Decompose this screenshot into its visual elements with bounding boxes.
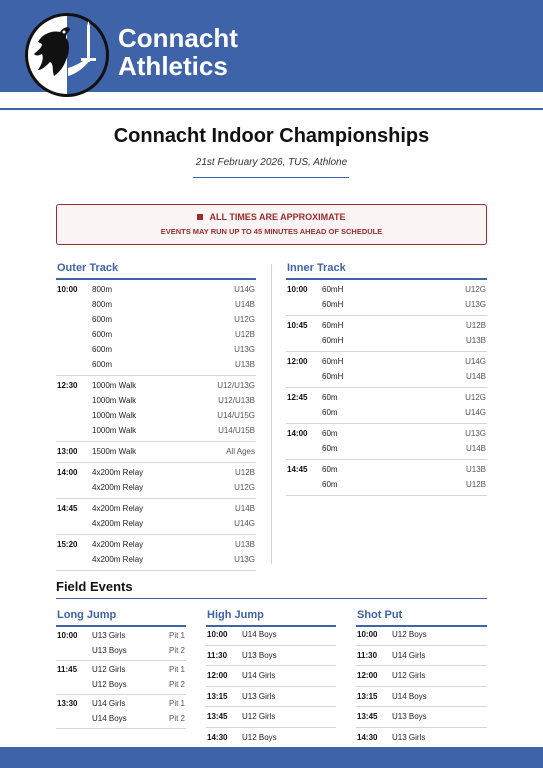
event-name: 800m [92,285,113,294]
event-name: 1500m Walk [92,447,137,456]
outer-track-heading: Outer Track [57,262,119,274]
schedule-group [56,499,256,535]
event-name: U14 Girls [242,671,276,680]
schedule-group [286,388,487,424]
event-time: 14:45 [287,465,308,474]
event-time: 12:30 [57,381,78,390]
event-name: U13 Boys [392,712,427,721]
age-group: U12B [465,480,486,489]
schedule-group [286,280,487,316]
long-jump-group [56,661,186,695]
event-name: U12 Girls [392,671,426,680]
age-group: U14B [234,504,255,513]
schedule-row [286,390,487,405]
age-group: U14G [234,285,255,294]
age-group: U12B [234,468,255,477]
event-name: 600m [92,330,113,339]
inner-track-heading: Inner Track [287,262,346,274]
schedule-group [56,463,256,499]
schedule-row [56,393,256,408]
schedule-row [286,354,487,369]
age-group: U14G [234,519,255,528]
event-time: 10:00 [57,631,78,640]
event-time: 13:15 [207,691,228,701]
timing-notice [56,204,487,245]
event-name: 4x200m Relay [92,555,144,564]
high-jump-row [206,625,336,646]
event-time: 14:00 [57,468,78,477]
schedule-group [286,424,487,460]
event-name: 60m [322,465,338,474]
event-name: 4x200m Relay [92,519,144,528]
notice-line-2: EVENTS MAY RUN UP TO 45 MINUTES AHEAD OF SCHEDULE [160,227,383,236]
event-name: U14 Boys [242,630,277,639]
page-subtitle: 21st February 2026, TUS, Athlone [195,157,348,168]
event-name: 1000m Walk [92,396,137,405]
high-jump-row [206,707,336,728]
shot-put-schedule [356,625,487,748]
event-name: 4x200m Relay [92,540,144,549]
age-group: All Ages [226,447,255,456]
event-time: 13:00 [57,447,78,456]
event-name: U14 Boys [392,691,427,701]
event-name: U13 Girls [242,691,276,701]
schedule-row [56,312,256,327]
age-group: U14B [234,300,255,309]
age-group: U12G [465,393,486,402]
event-name: U12 Boys [392,630,427,639]
footer-banner [0,747,543,768]
event-name: U14 Boys [92,714,127,723]
schedule-row [56,327,256,342]
age-group: U13G [465,429,486,438]
age-group: U13G [465,300,486,309]
event-time: 14:30 [357,732,378,742]
event-time: 13:45 [357,712,378,721]
schedule-row [56,480,256,495]
pit-label: Pit 1 [168,665,185,674]
event-time: 14:00 [287,429,308,438]
age-group: U14/U15B [218,426,255,435]
high-jump-row [206,646,336,667]
event-name: U12 Girls [92,665,126,674]
age-group: U14G [465,357,486,366]
schedule-row [56,357,256,372]
event-name: U13 Boys [92,646,127,655]
long-jump-row [56,662,186,677]
shot-put-row [356,687,487,708]
age-group: U12G [465,285,486,294]
event-time: 10:00 [357,630,378,639]
event-name: 60mH [322,285,344,294]
schedule-row [286,297,487,312]
pit-label: Pit 1 [168,699,185,708]
header-banner [0,0,543,92]
event-name: 60mH [322,372,344,381]
age-group: U12/U13G [217,381,255,390]
event-time: 10:45 [287,321,308,330]
schedule-group [56,376,256,442]
event-name: 60mH [322,321,344,330]
age-group: U14G [465,408,486,417]
schedule-group [286,460,487,496]
high-jump-row [206,728,336,749]
event-time: 10:00 [207,630,228,639]
event-time: 11:30 [357,650,378,660]
long-jump-row [56,677,186,692]
long-jump-row [56,628,186,643]
shot-put-row [356,646,487,667]
event-name: 1000m Walk [92,381,137,390]
high-jump-row [206,687,336,708]
event-name: 600m [92,345,113,354]
schedule-group [286,316,487,352]
age-group: U12B [234,330,255,339]
event-name: U13 Boys [242,650,277,660]
age-group: U12G [234,315,255,324]
event-time: 14:45 [57,504,78,513]
event-name: 1000m Walk [92,426,137,435]
event-name: U12 Girls [242,712,276,721]
event-name: 800m [92,300,113,309]
schedule-row [56,516,256,531]
event-name: 60mH [322,357,344,366]
age-group: U14/U15G [217,411,255,420]
age-group: U13B [465,465,486,474]
brand-name [118,24,238,80]
event-name: U14 Girls [392,650,426,660]
outer-track-schedule [56,280,256,571]
schedule-group [56,535,256,571]
high-jump-heading: High Jump [207,609,264,621]
schedule-row [56,465,256,480]
field-events-rule [56,598,487,599]
age-group: U12B [465,321,486,330]
event-name: 1000m Walk [92,411,137,420]
schedule-row [56,552,256,567]
shot-put-row [356,707,487,728]
pit-label: Pit 2 [168,714,185,723]
event-name: 60m [322,444,338,453]
event-time: 12:45 [287,393,308,402]
event-name: U13 Girls [392,732,426,742]
event-time: 13:30 [57,699,78,708]
event-time: 10:00 [57,285,78,294]
schedule-row [56,444,256,459]
inner-track-schedule [286,280,487,496]
schedule-row [56,537,256,552]
event-name: 4x200m Relay [92,504,144,513]
schedule-row [286,318,487,333]
age-group: U13B [465,336,486,345]
event-name: 600m [92,360,113,369]
long-jump-group [56,627,186,661]
schedule-row [286,462,487,477]
schedule-group [56,280,256,376]
schedule-row [286,333,487,348]
event-time: 15:20 [57,540,78,549]
shot-put-row [356,666,487,687]
long-jump-heading: Long Jump [57,609,117,621]
schedule-row [286,369,487,384]
event-time: 12:00 [287,357,308,366]
schedule-row [56,378,256,393]
age-group: U12/U13B [218,396,255,405]
event-name: 60m [322,408,338,417]
schedule-row [56,282,256,297]
event-time: 12:00 [357,671,378,680]
eagle-with-sword-crest-icon [24,12,110,98]
event-name: 60m [322,429,338,438]
event-name: 4x200m Relay [92,468,144,477]
age-group: U14B [465,372,486,381]
age-group: U13G [234,345,255,354]
notice-line-1: ALL TIMES ARE APPROXIMATE [209,212,346,222]
schedule-row [56,342,256,357]
pit-label: Pit 2 [168,646,185,655]
event-time: 13:15 [357,691,378,701]
event-name: 60m [322,480,338,489]
pit-label: Pit 2 [168,680,185,689]
long-jump-schedule [56,627,186,729]
schedule-row [56,501,256,516]
schedule-row [56,297,256,312]
long-jump-row [56,643,186,658]
event-name: U13 Girls [92,631,126,640]
event-name: 60mH [322,336,344,345]
long-jump-group [56,695,186,729]
event-time: 12:00 [207,671,228,680]
schedule-group [286,352,487,388]
field-events-heading: Field Events [56,579,133,594]
schedule-group [56,442,256,463]
shot-put-row [356,625,487,646]
event-time: 13:45 [207,712,228,721]
event-name: U12 Boys [242,732,277,742]
age-group: U13B [234,360,255,369]
age-group: U12G [234,483,255,492]
subtitle-divider [193,177,349,178]
event-name: 4x200m Relay [92,483,144,492]
schedule-row [286,477,487,492]
schedule-row [286,405,487,420]
age-group: U13B [234,540,255,549]
event-time: 11:45 [57,665,78,674]
schedule-row [56,423,256,438]
schedule-row [56,408,256,423]
schedule-row [286,282,487,297]
brand-line-2: Athletics [118,51,228,81]
pit-label: Pit 1 [168,631,185,640]
column-divider [271,264,272,564]
event-name: U12 Boys [92,680,127,689]
long-jump-row [56,711,186,726]
event-name: 60m [322,393,338,402]
brand-line-1: Connacht [118,23,238,53]
schedule-row [286,441,487,456]
event-time: 10:00 [287,285,308,294]
square-bullet-icon [197,214,203,220]
shot-put-heading: Shot Put [357,609,403,621]
age-group: U14B [465,444,486,453]
event-name: U14 Girls [92,699,126,708]
long-jump-row [56,696,186,711]
event-time: 14:30 [207,732,228,742]
age-group: U13G [234,555,255,564]
event-time: 11:30 [207,650,228,660]
high-jump-row [206,666,336,687]
event-name: 600m [92,315,113,324]
high-jump-schedule [206,625,336,748]
schedule-row [286,426,487,441]
page-title: Connacht Indoor Championships [113,125,430,147]
shot-put-row [356,728,487,749]
header-rule [0,108,543,110]
event-name: 60mH [322,300,344,309]
